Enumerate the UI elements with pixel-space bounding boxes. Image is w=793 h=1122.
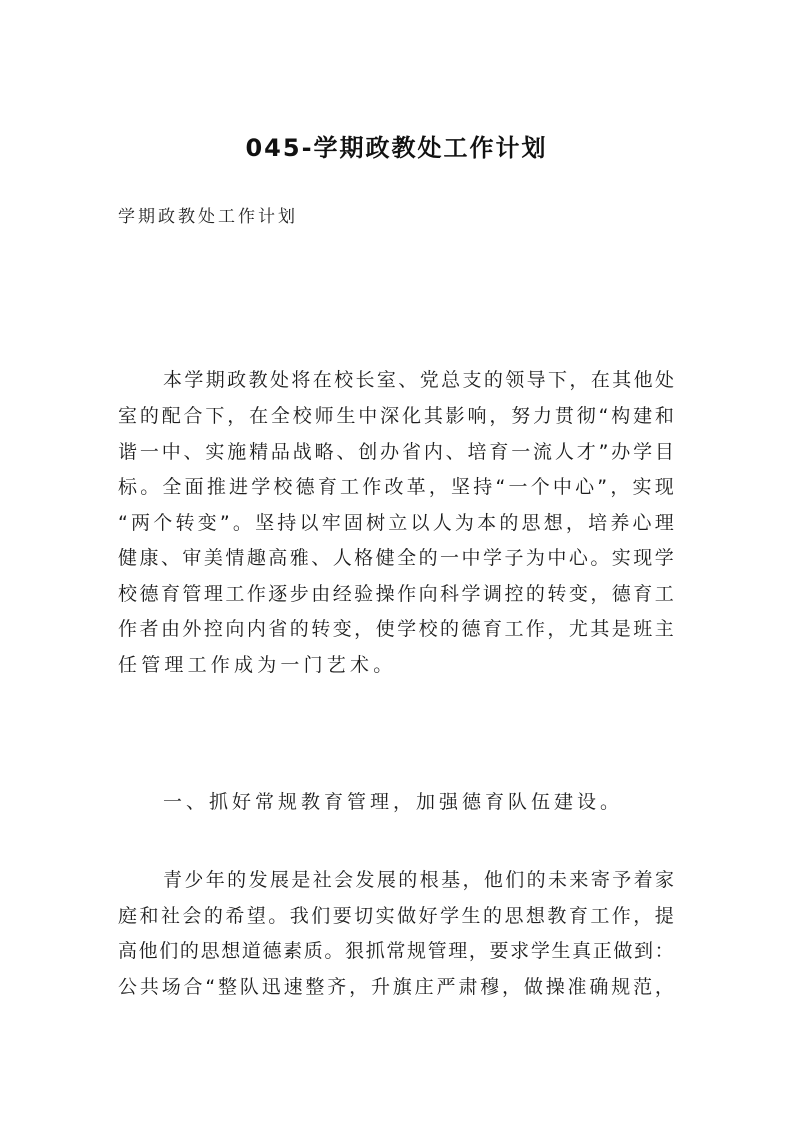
paragraph-line: 谐 一 中 、 实 施 精 品 战 略 、 创 办 省 内 、 培 育 一 流 人 才 ” 办 学 目 [118, 441, 674, 463]
paragraph-line: 标 。 全 面 推 进 学 校 德 育 工 作 改 革 ， 坚 持 “ 一 个 中 心 ” ， 实 现 [118, 476, 674, 498]
document-title: 045-学期政教处工作计划 [245, 134, 548, 162]
paragraph-line: 公 共 场 合 “ 整 队 迅 速 整 齐 ， 升 旗 庄 严 肃 穆 ， 做 操 准 确 规 范 ， [118, 976, 674, 998]
paragraph-line: “ 两 个 转 变 ” 。 坚 持 以 牢 固 树 立 以 人 为 本 的 思 想 ， 培 养 心 理 [118, 512, 674, 534]
document-subtitle: 学期政教处工作计划 [118, 207, 298, 227]
paragraph-line: 健 康 、 审 美 情 趣 高 雅 、 人 格 健 全 的 一 中 学 子 为 中 心 。 实 现 学 [118, 547, 674, 569]
paragraph-line: 任管理工作成为一门艺术。 [118, 654, 397, 676]
paragraph-line: 校 德 育 管 理 工 作 逐 步 由 经 验 操 作 向 科 学 调 控 的 转 变 ， 德 育 工 [118, 583, 674, 605]
paragraph-line: 庭 和 社 会 的 希 望 。 我 们 要 切 实 做 好 学 生 的 思 想 教 育 工 作 ， 提 [118, 905, 674, 927]
paragraph-line: 高 他 们 的 思 想 道 德 素 质 。 狠 抓 常 规 管 理 ， 要 求 学 生 真 正 做 到 ： [118, 940, 674, 962]
paragraph-line: 本 学 期 政 教 处 将 在 校 长 室 、 党 总 支 的 领 导 下 ， 在 其 他 处 [163, 369, 674, 391]
paragraph-line: 青 少 年 的 发 展 是 社 会 发 展 的 根 基 ， 他 们 的 未 来 寄 予 着 家 [163, 869, 674, 891]
paragraph-line: 作 者 由 外 控 向 内 省 的 转 变 ， 使 学 校 的 德 育 工 作 ， 尤 其 是 班 主 [118, 618, 674, 640]
section-heading: 一、抓好常规教育管理，加强德育队伍建设。 [163, 791, 624, 813]
paragraph-line: 室 的 配 合 下 ， 在 全 校 师 生 中 深 化 其 影 响 ， 努 力 贯 彻 “ 构 建 和 [118, 405, 674, 427]
